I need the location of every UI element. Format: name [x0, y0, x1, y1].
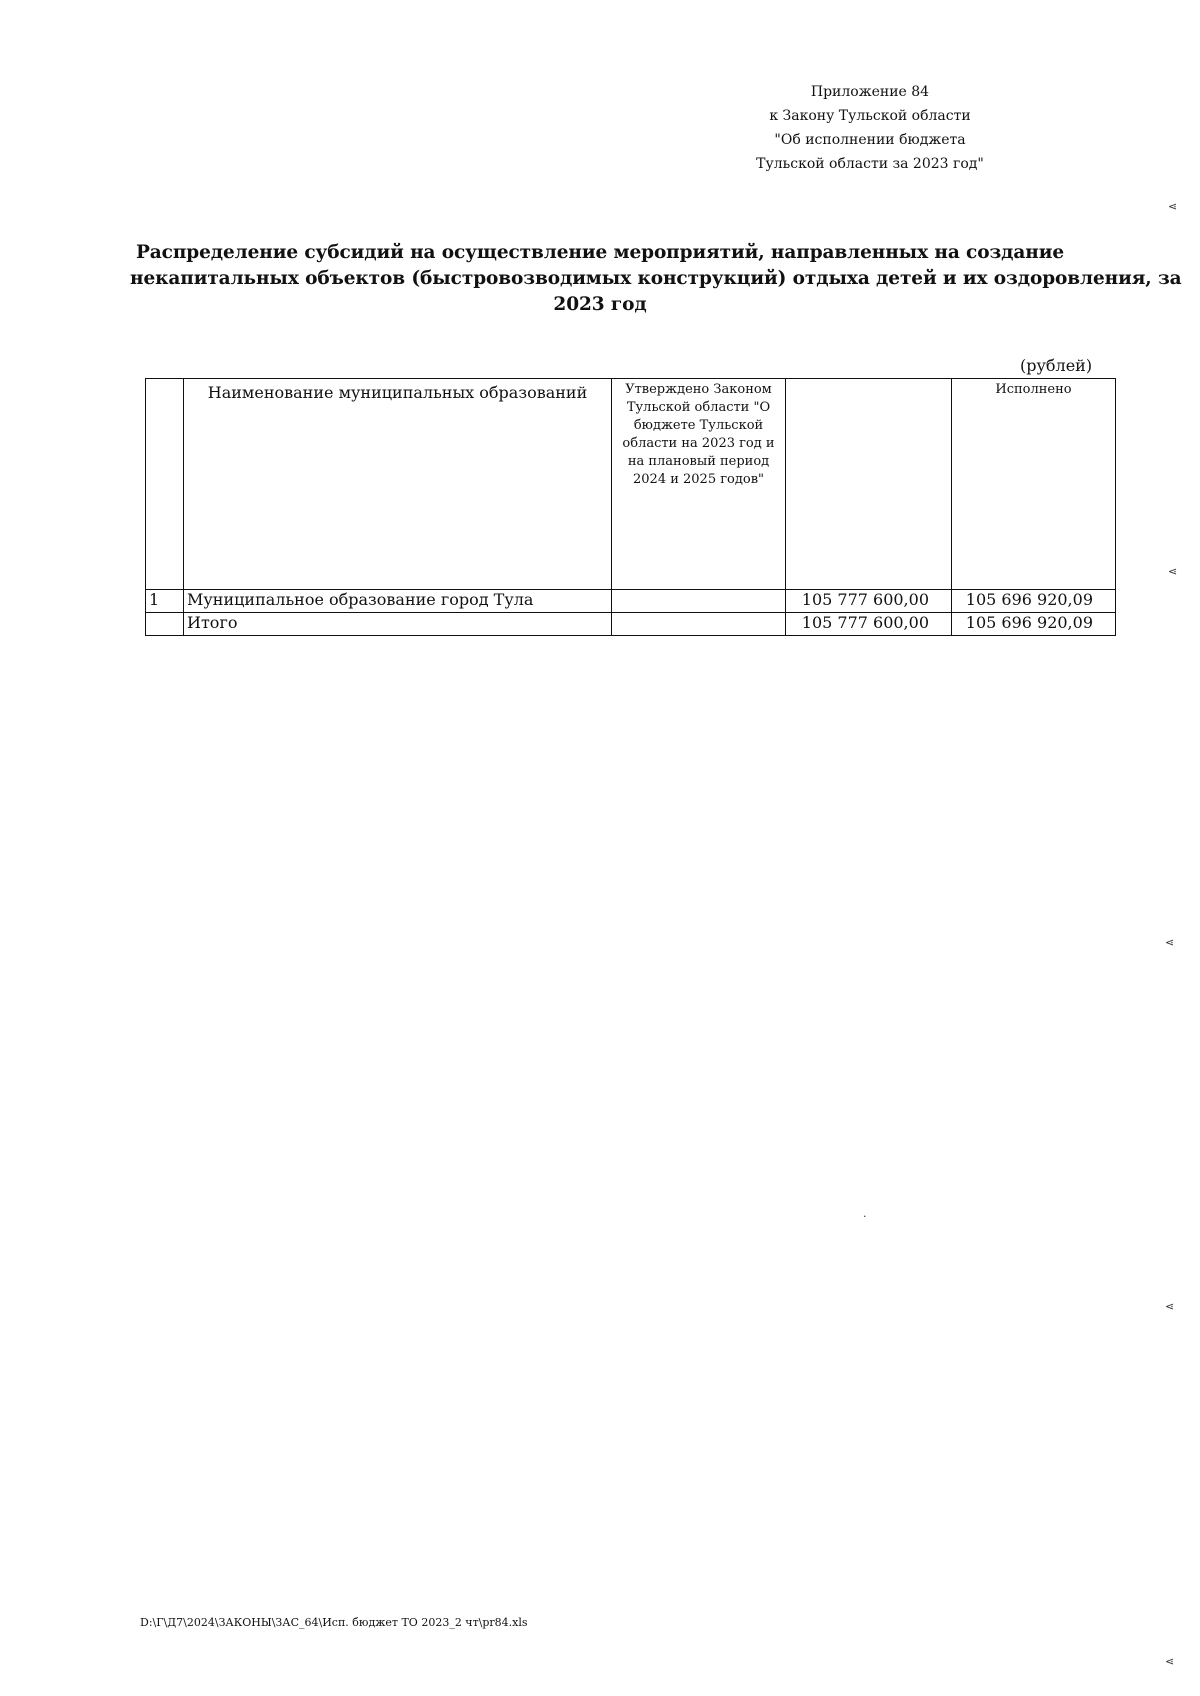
row-executed: 105 696 920,09 — [952, 613, 1116, 636]
row-name: Муниципальное образование город Тула — [184, 590, 612, 613]
row-amount: 105 777 600,00 — [786, 590, 952, 613]
table-row-total — [146, 613, 1116, 636]
subsidy-table — [145, 378, 1116, 636]
scan-mark-icon: ⋖ — [1165, 936, 1175, 949]
table-header-row — [146, 379, 1116, 590]
row-name: Итого — [184, 613, 612, 636]
scan-mark-icon: ⋖ — [1165, 1300, 1175, 1313]
header-approved: Утверждено Законом Тульской области "О бюджете Тульской области на 2023 год и на плановый период 2024 и 2025 годов" — [612, 379, 786, 590]
header-executed: Исполнено — [952, 379, 1116, 590]
document-title — [130, 240, 1182, 318]
title-line-2: некапитальных объектов (быстровозводимых конструкций) отдыха детей и их оздоровления, за — [130, 268, 1182, 289]
appendix-line-4: Тульской области за 2023 год" — [756, 156, 984, 172]
table-row — [146, 590, 1116, 613]
file-path-footer: D:\Г\Д7\2024\ЗАКОНЫ\ЗАС_64\Исп. бюджет ТО 2023_2 чт\pr84.xls — [140, 1616, 528, 1629]
appendix-line-3: "Об исполнении бюджета — [774, 132, 966, 148]
units-label: (рублей) — [1020, 356, 1093, 375]
appendix-header — [700, 80, 1040, 176]
row-approved — [612, 590, 786, 613]
title-line-3: 2023 год — [553, 294, 647, 315]
title-line-1: Распределение субсидий на осуществление мероприятий, направленных на создание — [135, 242, 1065, 263]
scan-mark-icon: ⋖ — [1168, 565, 1178, 578]
header-name: Наименование муниципальных образований — [184, 379, 612, 590]
row-index: 1 — [146, 590, 184, 613]
row-approved — [612, 613, 786, 636]
scan-mark-icon: ⋖ — [1168, 200, 1178, 213]
row-amount: 105 777 600,00 — [786, 613, 952, 636]
row-executed: 105 696 920,09 — [952, 590, 1116, 613]
appendix-line-1: Приложение 84 — [810, 84, 930, 100]
header-col4 — [786, 379, 952, 590]
row-index — [146, 613, 184, 636]
header-index — [146, 379, 184, 590]
scan-dot-icon: · — [863, 1210, 867, 1223]
appendix-line-2: к Закону Тульской области — [769, 108, 971, 124]
scan-mark-icon: ⋖ — [1165, 1655, 1175, 1668]
